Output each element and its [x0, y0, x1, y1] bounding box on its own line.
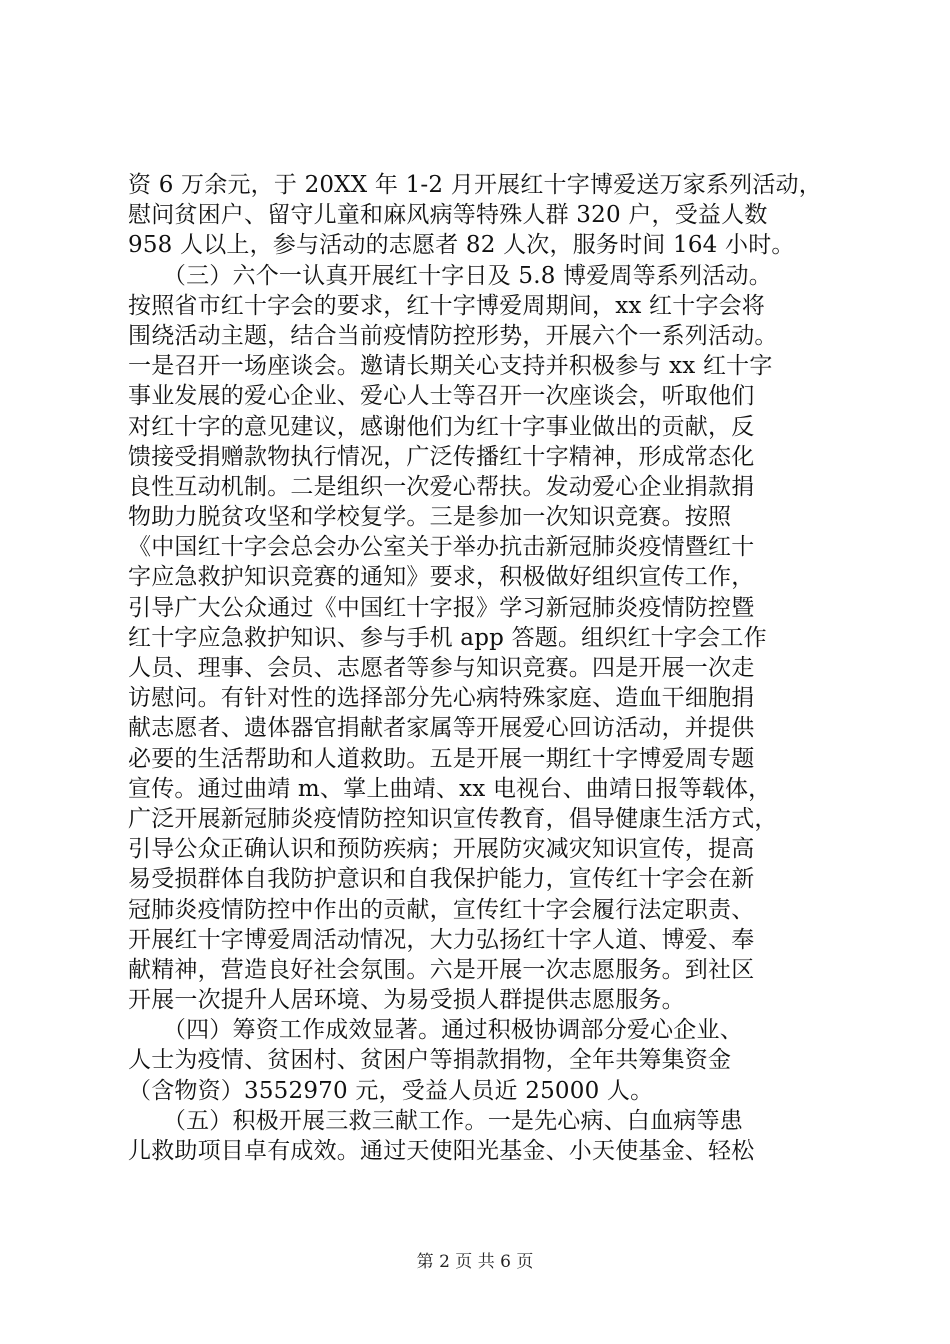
text-line: （三）六个一认真开展红十字日及 5.8 博爱周等系列活动。 [128, 262, 772, 289]
text-line: （四）筹资工作成效显著。通过积极协调部分爱心企业、 [128, 1017, 743, 1044]
text-line: 宣传。通过曲靖 m、掌上曲靖、xx 电视台、曲靖日报等载体， [128, 775, 772, 802]
text-line: （五）积极开展三救三献工作。一是先心病、白血病等患 [128, 1107, 743, 1134]
text-line: 引导公众正确认识和预防疾病；开展防灾减灾知识宣传，提高 [128, 836, 755, 863]
text-line: 儿救助项目卓有成效。通过天使阳光基金、小天使基金、轻松 [128, 1138, 755, 1164]
text-line: 开展一次提升人居环境、为易受损人群提供志愿服务。 [128, 987, 685, 1014]
text-line: 人员、理事、会员、志愿者等参与知识竞赛。四是开展一次走 [128, 655, 755, 681]
text-line: 易受损群体自我防护意识和自我保护能力，宣传红十字会在新 [128, 866, 755, 893]
text-line: 献志愿者、遗体器官捐献者家属等开展爱心回访活动，并提供 [128, 715, 755, 742]
text-line: 访慰问。有针对性的选择部分先心病特殊家庭、造血干细胞捐 [128, 685, 755, 712]
text-line: 馈接受捐赠款物执行情况，广泛传播红十字精神，形成常态化 [128, 443, 755, 470]
text-line: 冠肺炎疫情防控中作出的贡献，宣传红十字会履行法定职责、 [128, 896, 755, 923]
text-line: 字应急救护知识竞赛的通知》要求，积极做好组织宣传工作， [128, 564, 755, 591]
text-line: 事业发展的爱心企业、爱心人士等召开一次座谈会，听取他们 [128, 383, 755, 410]
text-line: 一是召开一场座谈会。邀请长期关心支持并积极参与 xx 红十字 [128, 353, 773, 380]
text-line: 红十字应急救护知识、参与手机 app 答题。组织红十字会工作 [128, 624, 767, 651]
page-footer: 第 2 页 共 6 页 [416, 1252, 534, 1272]
text-line: 必要的生活帮助和人道救助。五是开展一期红十字博爱周专题 [128, 745, 755, 772]
text-line: 人士为疫情、贫困村、贫困户等捐款捐物，全年共筹集资金 [128, 1047, 732, 1074]
text-line: 引导广大公众通过《中国红十字报》学习新冠肺炎疫情防控暨 [128, 594, 755, 621]
text-line: 开展红十字博爱周活动情况，大力弘扬红十字人道、博爱、奉 [128, 926, 755, 953]
text-line: 资 6 万余元，于 20XX 年 1-2 月开展红十字博爱送万家系列活动， [128, 172, 822, 198]
text-line: 献精神，营造良好社会氛围。六是开展一次志愿服务。到社区 [128, 956, 755, 983]
text-line: 良性互动机制。二是组织一次爱心帮扶。发动爱心企业捐款捐 [128, 473, 755, 500]
text-line: 围绕活动主题，结合当前疫情防控形势，开展六个一系列活动。 [128, 322, 778, 349]
text-line: 958 人以上，参与活动的志愿者 82 人次，服务时间 164 小时。 [128, 232, 795, 259]
body-text [128, 170, 828, 1166]
text-line: 《中国红十字会总会办公室关于举办抗击新冠肺炎疫情暨红十 [128, 534, 755, 561]
text-line: 按照省市红十字会的要求，红十字博爱周期间，xx 红十字会将 [128, 292, 766, 319]
text-line: 慰问贫困户、留守儿童和麻风病等特殊人群 320 户，受益人数 [128, 202, 768, 229]
text-line: 广泛开展新冠肺炎疫情防控知识宣传教育，倡导健康生活方式， [128, 805, 778, 832]
text-line: 对红十字的意见建议，感谢他们为红十字事业做出的贡献，反 [128, 413, 755, 440]
text-line: （含物资）3552970 元，受益人员近 25000 人。 [128, 1077, 654, 1104]
text-line: 物助力脱贫攻坚和学校复学。三是参加一次知识竞赛。按照 [128, 504, 732, 531]
